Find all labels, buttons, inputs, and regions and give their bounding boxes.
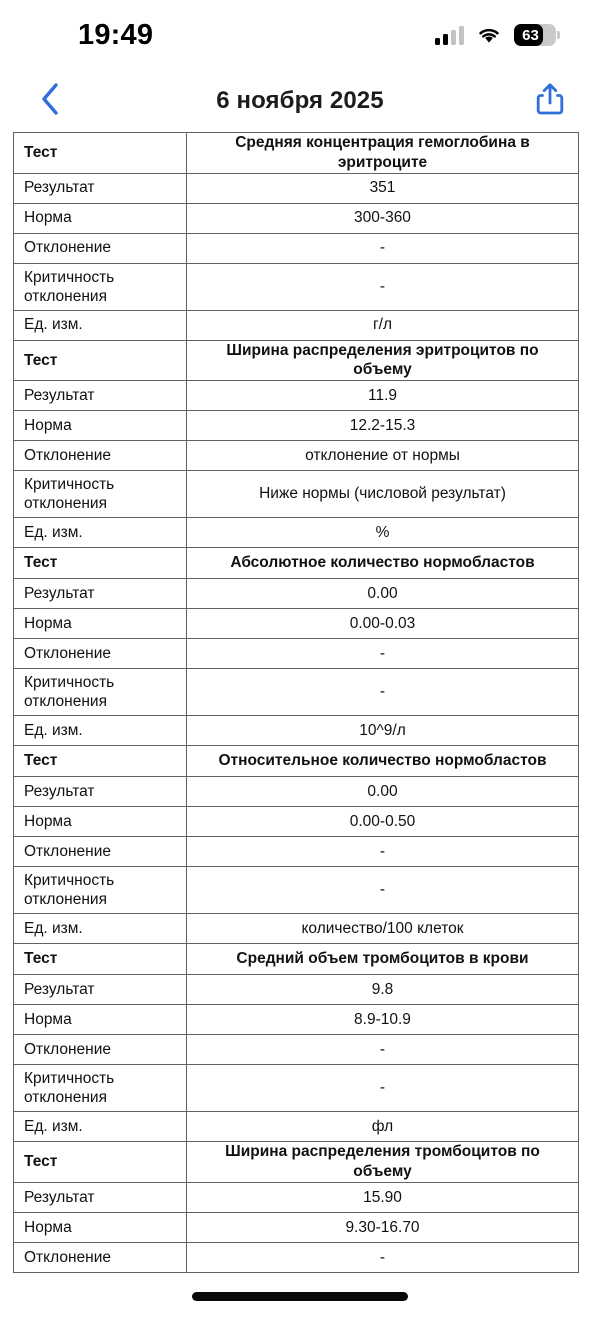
navigation-bar [0, 70, 600, 132]
cell-test-name: Ширина распределения тромбоцитов по объему [187, 1142, 579, 1183]
cell-test-name: Ширина распределения эритроцитов по объему [187, 340, 579, 381]
table-row [14, 203, 579, 233]
row-label-test: Тест [14, 1142, 187, 1183]
row-label-deviation: Отклонение [14, 837, 187, 867]
row-label-test: Тест [14, 133, 187, 174]
table-row [14, 1182, 579, 1212]
criticality-line-2: отклонения [24, 1089, 107, 1107]
row-label-norm: Норма [14, 203, 187, 233]
row-label-deviation: Отклонение [14, 441, 187, 471]
table-row [14, 716, 579, 746]
cellular-signal-icon [435, 25, 464, 45]
cell-deviation: - [187, 233, 579, 263]
cell-deviation: - [187, 1035, 579, 1065]
status-bar-indicators [435, 24, 556, 46]
criticality-line-1: Критичность [24, 872, 115, 890]
row-label-norm: Норма [14, 1212, 187, 1242]
table-row [14, 1035, 579, 1065]
cell-criticality: - [187, 669, 579, 716]
criticality-line-1: Критичность [24, 674, 115, 692]
cell-result: 0.00 [187, 579, 579, 609]
table-row [14, 310, 579, 340]
cell-criticality: - [187, 263, 579, 310]
row-label-result: Результат [14, 381, 187, 411]
cell-criticality: Ниже нормы (числовой результат) [187, 471, 579, 518]
table-row [14, 471, 579, 518]
table-row [14, 777, 579, 807]
row-label-deviation: Отклонение [14, 639, 187, 669]
cell-unit: фл [187, 1112, 579, 1142]
cell-test-name: Относительное количество нормобластов [187, 746, 579, 777]
row-label-norm: Норма [14, 609, 187, 639]
table-row [14, 411, 579, 441]
cell-deviation: - [187, 837, 579, 867]
table-row [14, 669, 579, 716]
row-label-criticality [14, 1065, 187, 1112]
cell-norm: 0.00-0.50 [187, 807, 579, 837]
cell-norm: 8.9-10.9 [187, 1005, 579, 1035]
status-bar [0, 0, 600, 70]
battery-cap [557, 31, 560, 39]
table-row [14, 1212, 579, 1242]
cell-deviation: - [187, 639, 579, 669]
row-label-test: Тест [14, 340, 187, 381]
cell-test-name: Средняя концентрация гемоглобина в эритроците [187, 133, 579, 174]
row-label-norm: Норма [14, 411, 187, 441]
row-label-norm: Норма [14, 807, 187, 837]
row-label-test: Тест [14, 548, 187, 579]
row-label-unit: Ед. изм. [14, 1112, 187, 1142]
cell-criticality: - [187, 867, 579, 914]
row-label-result: Результат [14, 975, 187, 1005]
row-label-result: Результат [14, 777, 187, 807]
row-label-unit: Ед. изм. [14, 310, 187, 340]
cell-result: 0.00 [187, 777, 579, 807]
table-row [14, 1005, 579, 1035]
cell-test-name: Абсолютное количество нормобластов [187, 548, 579, 579]
criticality-line-1: Критичность [24, 476, 115, 494]
cell-unit: % [187, 518, 579, 548]
table-row [14, 746, 579, 777]
battery-level-label: 63 [522, 26, 539, 44]
share-button[interactable] [528, 79, 572, 123]
table-row [14, 639, 579, 669]
criticality-line-1: Критичность [24, 268, 115, 286]
cell-unit: 10^9/л [187, 716, 579, 746]
cell-unit: количество/100 клеток [187, 914, 579, 944]
cell-norm: 12.2-15.3 [187, 411, 579, 441]
row-label-result: Результат [14, 579, 187, 609]
share-icon [535, 82, 565, 121]
row-label-criticality [14, 471, 187, 518]
results-table-container[interactable] [0, 132, 600, 1273]
table-row [14, 133, 579, 174]
row-label-unit: Ед. изм. [14, 914, 187, 944]
table-row [14, 518, 579, 548]
table-row [14, 1065, 579, 1112]
table-row [14, 340, 579, 381]
criticality-line-1: Критичность [24, 1070, 115, 1088]
table-row [14, 975, 579, 1005]
row-label-deviation: Отклонение [14, 233, 187, 263]
cell-norm: 0.00-0.03 [187, 609, 579, 639]
row-label-criticality [14, 669, 187, 716]
row-label-test: Тест [14, 746, 187, 777]
criticality-line-2: отклонения [24, 693, 107, 711]
wifi-icon [476, 25, 502, 45]
row-label-result: Результат [14, 173, 187, 203]
chevron-left-icon [39, 81, 61, 122]
table-row [14, 914, 579, 944]
cell-result: 9.8 [187, 975, 579, 1005]
cell-deviation: - [187, 1242, 579, 1272]
table-row [14, 381, 579, 411]
back-button[interactable] [28, 79, 72, 123]
row-label-unit: Ед. изм. [14, 518, 187, 548]
row-label-criticality [14, 867, 187, 914]
lab-results-body [14, 133, 579, 1273]
page-title: 6 ноября 2025 [216, 87, 384, 114]
cell-norm: 9.30-16.70 [187, 1212, 579, 1242]
table-row [14, 1112, 579, 1142]
lab-results-table [13, 132, 579, 1273]
table-row [14, 579, 579, 609]
table-row [14, 1242, 579, 1272]
row-label-result: Результат [14, 1182, 187, 1212]
cell-unit: г/л [187, 310, 579, 340]
cell-result: 351 [187, 173, 579, 203]
table-row [14, 609, 579, 639]
table-row [14, 867, 579, 914]
table-row [14, 263, 579, 310]
cell-norm: 300-360 [187, 203, 579, 233]
table-row [14, 837, 579, 867]
table-row [14, 173, 579, 203]
table-row [14, 441, 579, 471]
criticality-line-2: отклонения [24, 495, 107, 513]
table-row [14, 1142, 579, 1183]
row-label-deviation: Отклонение [14, 1035, 187, 1065]
home-indicator[interactable] [192, 1292, 408, 1301]
table-row [14, 233, 579, 263]
home-indicator-area [0, 1273, 600, 1321]
cell-result: 15.90 [187, 1182, 579, 1212]
table-row [14, 944, 579, 975]
row-label-norm: Норма [14, 1005, 187, 1035]
cell-criticality: - [187, 1065, 579, 1112]
row-label-deviation: Отклонение [14, 1242, 187, 1272]
cell-result: 11.9 [187, 381, 579, 411]
status-bar-clock: 19:49 [78, 18, 154, 51]
table-row [14, 807, 579, 837]
cell-deviation: отклонение от нормы [187, 441, 579, 471]
row-label-criticality [14, 263, 187, 310]
criticality-line-2: отклонения [24, 287, 107, 305]
row-label-unit: Ед. изм. [14, 716, 187, 746]
criticality-line-2: отклонения [24, 891, 107, 909]
cell-test-name: Средний объем тромбоцитов в крови [187, 944, 579, 975]
row-label-test: Тест [14, 944, 187, 975]
battery-icon [514, 24, 556, 46]
table-row [14, 548, 579, 579]
